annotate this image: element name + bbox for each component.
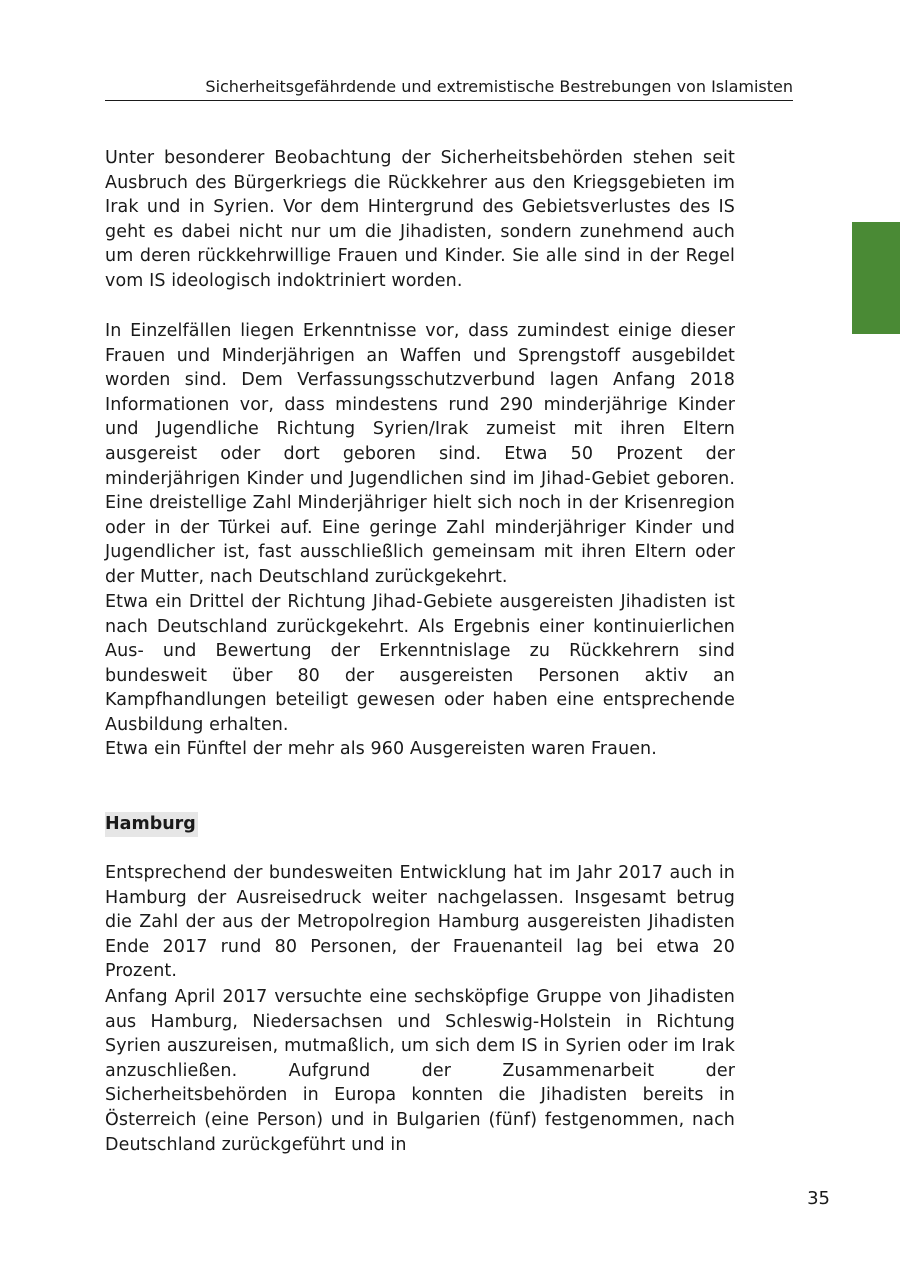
chapter-tab-marker [852,222,900,334]
section-heading-hamburg: Hamburg [105,812,198,837]
paragraph-hamburg-april-2017: Anfang April 2017 versuchte eine sechsköpfige Gruppe von Jihadisten aus Hamburg, Niedersachsen und Schleswig-Holstein in Richtung Syrien auszureisen, mutmaßlich, um sich dem IS in Syrien oder im Irak anzuschließen. Aufgrund der Zusammenarbeit der Sicherheitsbehörden in Europa konnten die Jihadisten bereits in Österreich (eine Person) und in Bulgarien (fünf) festgenommen, nach Deutschland zurückgeführt und in [105,987,735,1155]
paragraph-drittel: Etwa ein Drittel der Richtung Jihad-Gebiete ausgereisten Jihadisten ist nach Deutschland zurückgekehrt. Als Ergebnis einer kontinuierlichen Aus- und Bewertung der Erkenntnislage zu Rückkehrern sind bundesweit über 80 der ausgereisten Personen aktiv an Kampfhandlungen beteiligt gewesen oder haben eine entsprechende Ausbildung erhalten. [105,592,735,735]
header-rule [105,100,793,101]
paragraph-einzelfaelle: In Einzelfällen liegen Erkenntnisse vor, dass zumindest einige dieser Frauen und Minderjährigen an Waffen und Sprengstoff ausgebildet worden sind. Dem Verfassungsschutzverbund lagen Anfang 2018 Informationen vor, dass mindestens rund 290 minderjährige Kinder und Jugendliche Richtung Syrien/Irak zumeist mit ihren Eltern ausgereist oder dort geboren sind. Etwa 50 Prozent der minderjährigen Kinder und Jugendlichen sind im Jihad-Gebiet geboren. Eine dreistellige Zahl Minderjähriger hielt sich noch in der Krisenregion oder in der Türkei auf. Eine geringe Zahl minderjähriger Kinder und Jugendlicher ist, fast ausschließlich gemeinsam mit ihren Eltern oder der Mutter, nach Deutschland zurückgekehrt. [105,321,735,587]
paragraph-rueckkehrer: Unter besonderer Beobachtung der Sicherheitsbehörden stehen seit Ausbruch des Bürgerkriegs die Rückkehrer aus den Kriegsgebieten im Irak und in Syrien. Vor dem Hintergrund des Gebietsverlustes des IS geht es dabei nicht nur um die Jihadisten, sondern zunehmend auch um deren rückkehrwillige Frauen und Kinder. Sie alle sind in der Regel vom IS ideologisch indoktriniert worden. [105,148,735,291]
running-header: Sicherheitsgefährdende und extremistische Bestrebungen von Islamisten [205,77,793,96]
page-number: 35 [807,1188,830,1209]
paragraph-fuenftel: Etwa ein Fünftel der mehr als 960 Ausgereisten waren Frauen. [105,739,657,759]
paragraph-hamburg-entwicklung: Entsprechend der bundesweiten Entwicklung hat im Jahr 2017 auch in Hamburg der Ausreisedruck weiter nachgelassen. Insgesamt betrug die Zahl der aus der Metropolregion Hamburg ausgereisten Jihadisten Ende 2017 rund 80 Personen, der Frauenanteil lag bei etwa 20 Prozent. [105,863,735,982]
